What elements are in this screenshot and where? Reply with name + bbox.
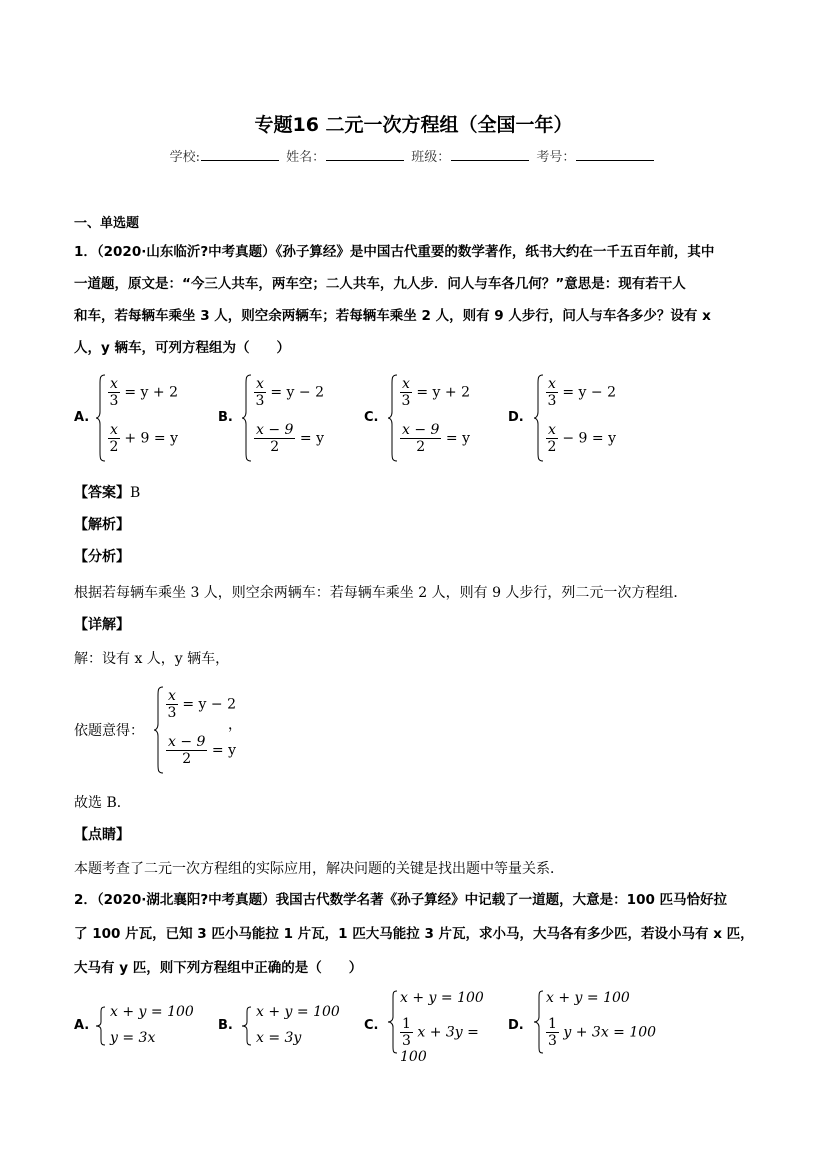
exam-no-label: 考号： (536, 150, 576, 165)
brace-icon (534, 374, 544, 462)
conclusion: 故选 B． (74, 795, 131, 811)
q1-options (74, 372, 774, 464)
brace-icon (96, 374, 106, 462)
q1-option-d[interactable]: D. $\frac{x}{3}$ = y − 2 $\frac{x}{2}$ − 9 = y (508, 372, 648, 464)
q2-line-2: 了 100 片瓦，已知 3 匹小马能拉 1 片瓦，1 匹大马能拉 3 片瓦，求小马，大马各有多少匹，若设小马有 x 匹， (74, 926, 754, 942)
name-blank[interactable] (326, 148, 404, 161)
page-title: 专题16 二元一次方程组（全国一年） (254, 114, 573, 136)
name-label: 姓名： (286, 150, 326, 165)
brace-icon (242, 1006, 252, 1046)
fenxi-label: 【分析】 (74, 549, 130, 565)
brace-icon (388, 990, 398, 1054)
comment-text: 本题考查了二元一次方程组的实际应用，解决问题的关键是找出题中等量关系． (74, 861, 564, 877)
q2-line-3: 大马有 y 匹，则下列方程组中正确的是（ ） (74, 960, 363, 976)
q2-option-b[interactable]: B. x + y = 100 x = 3y (218, 1004, 340, 1046)
answer-value: B (130, 485, 141, 501)
comment-label: 【点睛】 (74, 827, 130, 843)
section-heading: 一、单选题 (74, 216, 140, 231)
fenxi-text: 根据若每辆车乘坐 3 人，则空余两辆车：若每辆车乘坐 2 人，则有 9 人步行，列二元一次方程组． (74, 585, 688, 601)
brace-icon (154, 686, 164, 774)
q2-option-d[interactable]: D. x + y = 100 $\frac{1}{3}$ y + 3x = 100 (508, 988, 668, 1058)
q2-option-a[interactable]: A. x + y = 100 y = 3x (74, 1004, 194, 1046)
school-label: 学校: (169, 150, 200, 165)
q1-line-2: 一道题，原文是：“今三人共车，两车空；二人共车，九人步．问人与车各几何？”意思是：现有若干人 (74, 276, 686, 292)
brace-icon (242, 374, 252, 462)
detail-equation-system: 依题意得： $\frac{x}{3}$ = y − 2 $\frac{x - 9}{2}$ = y ， (74, 684, 374, 776)
q1-option-b[interactable]: B. $\frac{x}{3}$ = y − 2 $\frac{x - 9}{2}$ = y (218, 372, 358, 464)
exam-no-blank[interactable] (576, 148, 654, 161)
q2-option-c[interactable]: C. x + y = 100 $\frac{1}{3}$ x + 3y = 100 (364, 990, 484, 1065)
brace-icon (534, 990, 544, 1054)
school-blank[interactable] (201, 148, 279, 161)
brace-icon (388, 374, 398, 462)
detail-label: 【详解】 (74, 617, 130, 633)
student-info-line (0, 146, 827, 165)
q1-line-1: 1．（2020·山东临沂?中考真题）《孙子算经》是中国古代重要的数学著作，纸书大约在一千五百年前，其中 (74, 244, 715, 260)
q1-option-c[interactable]: C. $\frac{x}{3}$ = y + 2 $\frac{x - 9}{2}$ = y (364, 372, 504, 464)
q2-line-1: 2．（2020·湖北襄阳?中考真题）我国古代数学名著《孙子算经》中记载了一道题，大意是：100 匹马恰好拉 (74, 892, 728, 908)
detail-line-1: 解：设有 x 人，y 辆车， (74, 651, 230, 667)
brace-icon (96, 1006, 106, 1046)
answer-line: 【答案】B (74, 485, 141, 501)
analysis-label: 【解析】 (74, 517, 130, 533)
class-label: 班级： (411, 150, 451, 165)
q1-line-3: 和车，若每辆车乘坐 3 人，则空余两辆车；若每辆车乘坐 2 人，则有 9 人步行，问人与车各多少？设有 x (74, 308, 711, 324)
q2-options (74, 990, 774, 1065)
q1-line-4: 人，y 辆车，可列方程组为（ ） (74, 340, 290, 356)
class-blank[interactable] (451, 148, 529, 161)
q1-option-a[interactable]: A. $\frac{x}{3}$ = y + 2 $\frac{x}{2}$ + 9 = y (74, 372, 214, 464)
